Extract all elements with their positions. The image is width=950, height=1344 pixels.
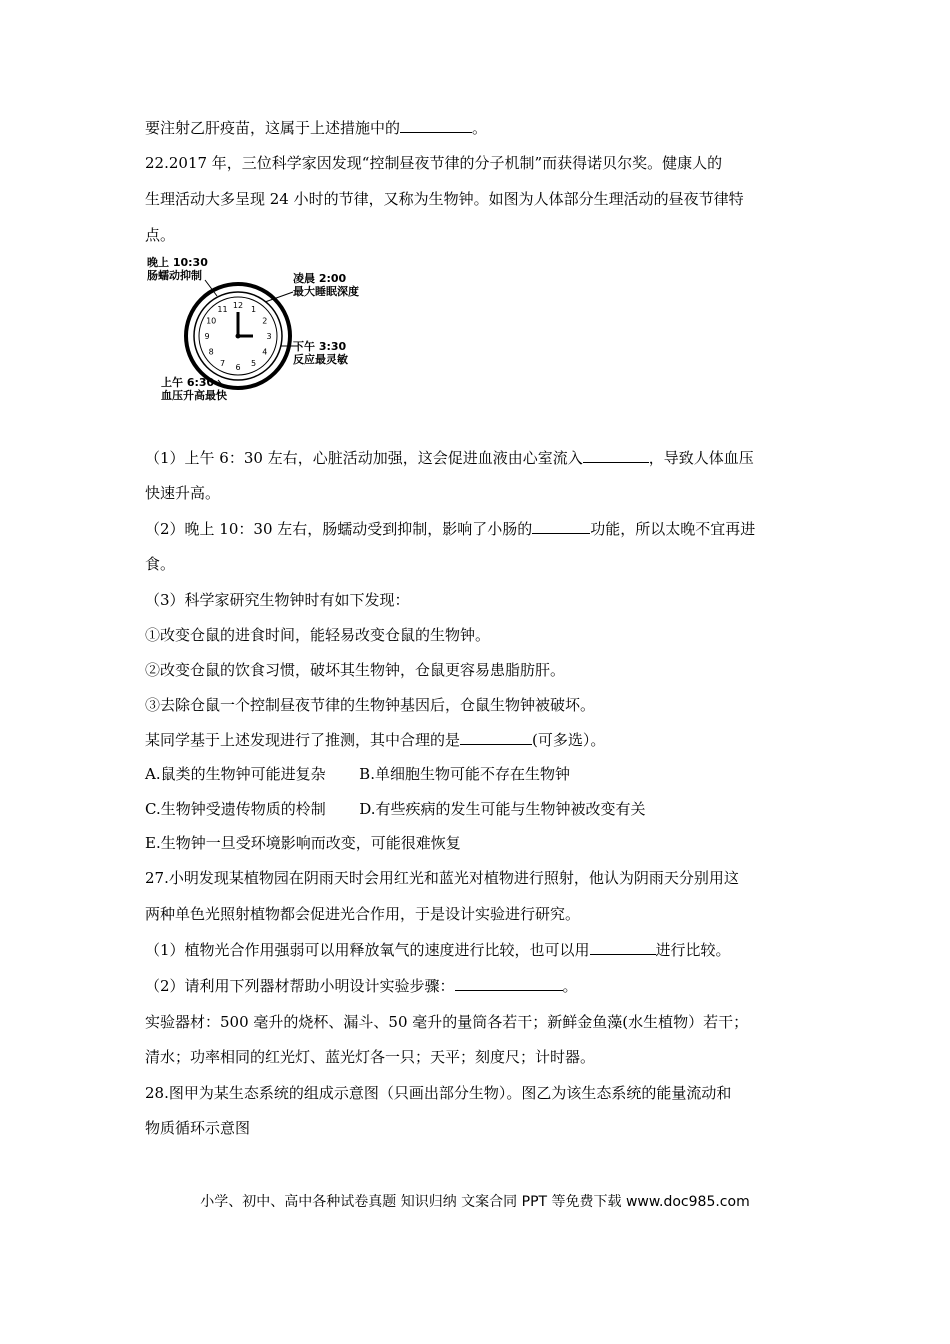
biological-clock-figure [143, 252, 373, 412]
materials-line-1: 实验器材：500 毫升的烧杯、漏斗、50 毫升的量筒各若干；新鲜金鱼藻(水生植物）若干； [145, 1013, 749, 1031]
answer-blank [400, 118, 472, 133]
label-early-morning: 凌晨 2:00 最大睡眠深度 [293, 272, 359, 298]
answer-blank [460, 730, 532, 745]
clock-numeral: 2 [262, 316, 268, 326]
question-28-line-2: 物质循环示意图 [145, 1119, 251, 1137]
answer-blank [590, 940, 656, 955]
finding-2: ②改变仓鼠的饮食习惯，破坏其生物钟，仓鼠更容易患脂肪肝。 [145, 661, 566, 679]
question-27-sub-2: （2）请利用下列器材帮助小明设计实验步骤： 。 [145, 977, 578, 995]
option-b: B.单细胞生物可能不存在生物钟 [359, 765, 570, 783]
options-row-1 [145, 764, 815, 784]
clock-numeral: 4 [262, 347, 268, 357]
sub-question-1: （1）上午 6：30 左右，心脏活动加强，这会促进血液由心室流入 ，导致人体血压 [145, 449, 754, 467]
answer-blank [532, 519, 590, 534]
option-d: D.有些疾病的发生可能与生物钟被改变有关 [359, 800, 646, 818]
question-27-sub-1: （1）植物光合作用强弱可以用释放氧气的速度进行比较，也可以用 进行比较。 [145, 941, 731, 959]
question-27-line-1: 27.小明发现某植物园在阴雨天时会用红光和蓝光对植物进行照射，他认为阴雨天分别用这 [145, 869, 739, 887]
finding-3: ③去除仓鼠一个控制昼夜节律的生物钟基因后，仓鼠生物钟被破坏。 [145, 696, 596, 714]
clock-numeral: 6 [235, 363, 241, 372]
clock-numeral: 5 [250, 358, 257, 368]
question-22-line-1: 22.2017 年，三位科学家因发现“控制昼夜节律的分子机制”而获得诺贝尔奖。健康人的 [145, 154, 723, 172]
label-afternoon: 下午 3:30 反应最灵敏 [293, 340, 348, 366]
question-27-line-2: 两种单色光照射植物都会促进光合作用，于是设计实验进行研究。 [145, 905, 581, 923]
sub-question-3: （3）科学家研究生物钟时有如下发现： [145, 591, 410, 609]
materials-line-2: 清水；功率相同的红光灯、蓝光灯各一只；天平；刻度尺；计时器。 [145, 1048, 596, 1066]
clock-numeral: 8 [208, 347, 214, 357]
sub-question-2: （2）晚上 10：30 左右，肠蠕动受到抑制，影响了小肠的 功能，所以太晚不宜再进 [145, 520, 756, 538]
text-line: 要注射乙肝疫苗，这属于上述措施中的 。 [145, 119, 488, 137]
clock-numeral: 10 [206, 316, 217, 326]
question-22-line-3: 点。 [145, 226, 176, 244]
finding-1: ①改变仓鼠的进食时间，能轻易改变仓鼠的生物钟。 [145, 626, 491, 644]
question-28-line-1: 28.图甲为某生态系统的组成示意图（只画出部分生物）。图乙为该生态系统的能量流动和 [145, 1084, 732, 1102]
question-22-line-2: 生理活动大多呈现 24 小时的节律，又称为生物钟。如图为人体部分生理活动的昼夜节律特 [145, 190, 744, 208]
clock-numeral: 12 [232, 301, 244, 310]
answer-blank [455, 976, 563, 991]
options-row-2 [145, 799, 815, 819]
clock-numeral: 1 [250, 305, 257, 315]
inference-prompt: 某同学基于上述发现进行了推测，其中合理的是 (可多选）。 [145, 731, 606, 749]
clock-numeral: 9 [204, 332, 210, 341]
answer-blank [583, 448, 649, 463]
page-footer: 小学、初中、高中各种试卷真题 知识归纳 文案合同 PPT 等免费下载 www.doc985.com [200, 1194, 750, 1210]
label-evening: 晚上 10:30 肠蠕动抑制 [147, 256, 208, 282]
sub-question-1-cont: 快速升高。 [145, 484, 221, 502]
option-e: E.生物钟一旦受环境影响而改变，可能很难恢复 [145, 834, 461, 852]
label-morning: 上午 6:30 血压升高最快 [161, 376, 227, 402]
option-c: C.生物钟受遗传物质的柃制 [145, 800, 326, 818]
clock-numeral: 7 [219, 358, 226, 368]
clock-numeral: 11 [217, 305, 228, 315]
option-a: A.鼠类的生物钟可能进复杂 [145, 765, 326, 783]
clock-numeral: 3 [266, 332, 272, 341]
sub-question-2-cont: 食。 [145, 555, 176, 573]
